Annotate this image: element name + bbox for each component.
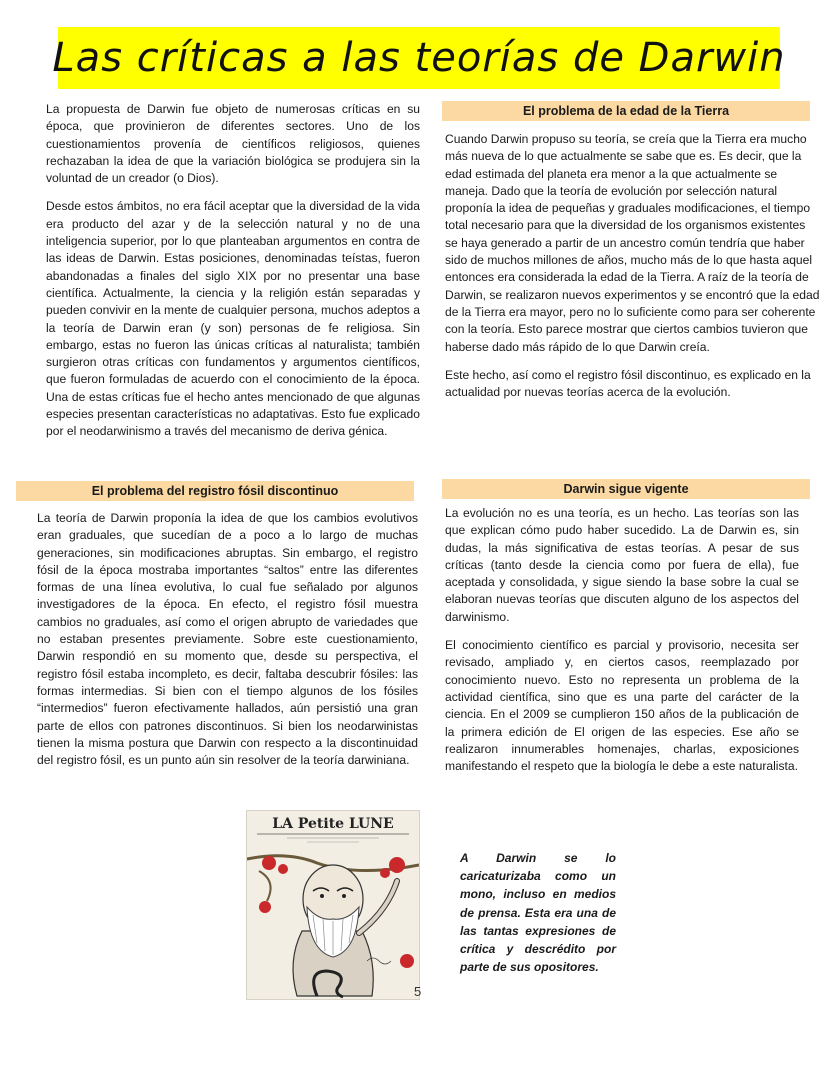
earth-age-paragraph-1: Cuando Darwin propuso su teoría, se creía que la Tierra era mucho más nueva de lo que actualmente se sabe que es. Es decir, que la edad estimada del planeta era menor a la que actualmente se maneja. Dado que la teoría de evolución por selección natural proponía la idea de pequeñas y graduales modificaciones, el tiempo total necesario para que la diversidad de los organismos existentes se haya generado a partir de un ancestro común tendría que haber sido de muchos millones de años, mucho más de lo que hasta aquel entonces era considerada la edad de la Tierra. A raíz de la teoría de Darwin, se realizaron nuevos experimentos y se encontró que la edad de la Tierra era mayor, pero no lo suficiente como para ser coherente con la teoría. Esto parece mostrar que ciertos cambios tuvieron que haberse dado más rápido de lo que Darwin creía. (445, 132, 820, 354)
darwin-caricature-image (246, 810, 420, 1000)
caricature-drawing (247, 811, 422, 999)
page-title: Las críticas a las teorías de Darwin (52, 35, 786, 81)
image-caption: A Darwin se lo caricaturizaba como un mono, incluso en medios de prensa. Esta era una de las tantas expresiones de crítica y descrédito por parte de sus opositores. (460, 851, 616, 975)
fossil-record-section (37, 510, 418, 780)
earth-age-heading (442, 101, 810, 121)
fossil-record-heading (16, 481, 414, 501)
vigente-heading (442, 479, 810, 499)
earth-age-paragraph-2: Este hecho, así como el registro fósil discontinuo, es explicado en la actualidad por nuevas teorías acerca de la evolución. (445, 367, 811, 400)
vigente-paragraph-1: La evolución no es una teoría, es un hecho. Las teorías son las que explican cómo pudo haber sucedido. La de Darwin es, sin dudas, la más significativa de estas teorías. A pesar de sus críticas (tanto desde la ciencia como por fuera de ella), fue aceptada y consolidada, y sigue siendo la base sobre la cual se elaboran nuevas teorías que discuten alguno de los aspectos del darwinismo. (445, 506, 799, 624)
earth-age-heading-text: El problema de la edad de la Tierra (522, 104, 730, 118)
intro-paragraph-1: La propuesta de Darwin fue objeto de numerosas críticas en su época, que provinieron de diferentes sectores. Uno de los cuestionamientos provenía de científicos religiosos, quienes rechazaban la idea de que la variación biológica se produjera sin la voluntad de un creador (o Dios). (46, 102, 420, 186)
vigente-heading-text: Darwin sigue vigente (563, 482, 689, 496)
fossil-record-heading-text: El problema del registro fósil discontinuo (91, 484, 339, 498)
vigente-section (445, 505, 799, 786)
masthead-text: LA Petite LUNE (272, 816, 394, 832)
earth-age-section (445, 131, 820, 412)
vigente-paragraph-2: El conocimiento científico es parcial y provisorio, necesita ser revisado, ampliado y, en ciertos casos, reemplazado por conocimiento nuevo. Esto no representa un problema de la actividad científica, sino que es una parte del carácter de la ciencia. En el 2009 se cumplieron 150 años de la publicación de la primera edición de El origen de las especies. Ese año se realizaron innumerables homenajes, charlas, exposiciones manifestando el respeto que la biología le debe a este naturalista. (445, 638, 799, 774)
page-number: 5 (414, 984, 422, 999)
intro-section (46, 101, 420, 452)
fossil-record-paragraph-1: La teoría de Darwin proponía la idea de que los cambios evolutivos eran graduales, que sucedían de a poco a lo largo de muchas generaciones, sin modificaciones abruptas. Sin embargo, el registro fósil de la época mostraba importantes “saltos” entre las diferentes formas de una línea evolutiva, lo cual fue señalado por algunos investigadores de la época. En efecto, el registro fósil muestra cambios no graduales, así como el origen abrupto de variedades que no estaban presentes previamente. Sobre este cuestionamiento, Darwin respondió en su momento que, desde su perspectiva, el registro fósil estaba incompleto, es decir, faltaba descubrir fósiles: las formas intermedias. Si bien con el tiempo algunos de los fósiles “intermedios” fueron efectivamente hallados, aún persistió una gran parte de ellos con patrones discontinuos. Si bien los neodarwinistas tienen la misma postura que Darwin con respecto a la discontinuidad del registro fósil, es un punto aún sin resolver de la teoría darwiniana. (37, 511, 418, 768)
title-banner (52, 27, 786, 89)
intro-paragraph-2: Desde estos ámbitos, no era fácil aceptar que la diversidad de la vida era producto del azar y de la selección natural y no de una inteligencia superior, por lo que planteaban argumentos en contra de las ideas de Darwin. Estas posiciones, denominadas teístas, fueron abandonadas a finales del siglo XIX por no presentar una base científica. Actualmente, la ciencia y la religión están separadas y pueden convivir en la mente de cualquier persona, muchos adeptos a la teoría de Darwin eran (y son) personas de fe religiosa. Sin embargo, estas no fueron las únicas críticas al naturalista; también surgieron otras críticas con fundamentos y argumentos científicos, que fueron formuladas de acuerdo con el conocimiento de la época. Una de estas críticas fue el hecho antes mencionado de que algunas especies presentan características no adaptativas. Esto fue explicado por el neodarwinismo a través del mecanismo de deriva génica. (46, 199, 420, 439)
